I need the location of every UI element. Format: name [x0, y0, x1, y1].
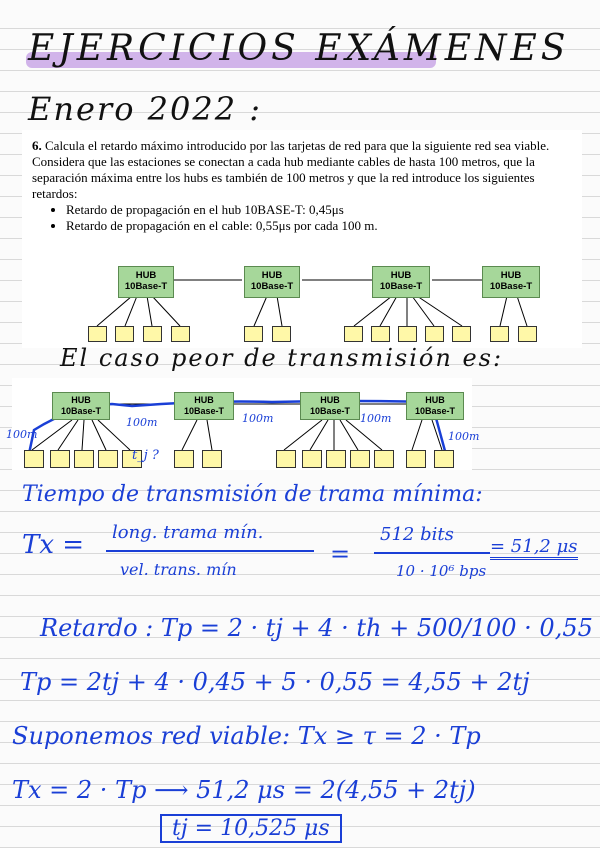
tx-result: = 51,2 μs — [490, 536, 578, 560]
station — [50, 450, 70, 468]
station — [518, 326, 537, 342]
station — [406, 450, 426, 468]
tx-denominator-value: 10 · 10⁶ bps — [396, 562, 487, 580]
annot-100m: 100m — [242, 412, 274, 425]
station — [326, 450, 346, 468]
hub-1: HUB 10Base-T — [118, 266, 174, 298]
station — [452, 326, 471, 342]
problem-text: Calcula el retardo máximo introducido por las tarjetas de red para que la siguiente red sea viable. Considera que las estaciones se conectan a cada hub mediante cables de hasta 100 metros, que la separación máxima entre los hubs es también de 100 metros y que la red introduce los siguientes retardos: — [32, 138, 550, 201]
station — [171, 326, 190, 342]
page-title: EJERCICIOS EXÁMENES — [28, 28, 570, 69]
station-links — [97, 296, 527, 326]
tx-numerator: long. trama mín. — [112, 522, 264, 543]
hub-4: HUB 10Base-T — [482, 266, 540, 298]
station — [74, 450, 94, 468]
station — [88, 326, 107, 342]
delay-hub: • Retardo de propagación en el hub 10BASE-T: 0,45μs — [66, 202, 577, 218]
exam-date: Enero 2022 : — [28, 90, 263, 128]
min-frame-title: Tiempo de transmisión de trama mínima: — [22, 482, 483, 507]
station — [276, 450, 296, 468]
station — [398, 326, 417, 342]
hub-2: HUB 10Base-T — [244, 266, 300, 298]
station — [371, 326, 390, 342]
annot-100m: 100m — [360, 412, 392, 425]
station — [425, 326, 444, 342]
retardo-equation: Retardo : Tp = 2 · tj + 4 · th + 500/100 · 0,55 — [40, 614, 593, 642]
tx-lhs: Tx = — [22, 530, 85, 560]
station — [302, 450, 322, 468]
viable-condition: Suponemos red viable: Tx ≥ τ = 2 · Tp — [12, 722, 481, 750]
station — [350, 450, 370, 468]
equals-sign: = — [330, 540, 351, 568]
station — [115, 326, 134, 342]
hub-3: HUB 10Base-T — [300, 392, 360, 420]
tp-equation: Tp = 2tj + 4 · 0,45 + 5 · 0,55 = 4,55 + 2tj — [20, 668, 530, 696]
problem-number: 6. — [32, 138, 42, 153]
station — [374, 450, 394, 468]
fraction-bar — [374, 552, 490, 554]
station — [143, 326, 162, 342]
hub-4: HUB 10Base-T — [406, 392, 464, 420]
network-diagram — [22, 130, 582, 348]
worst-case-label: El caso peor de transmisión es: — [60, 344, 504, 372]
delay-cable: • Retardo de propagación en el cable: 0,55μs por cada 100 m. — [66, 218, 577, 234]
problem-card — [22, 130, 582, 348]
tx-denominator: vel. trans. mín — [120, 560, 237, 579]
station — [244, 326, 263, 342]
station — [434, 450, 454, 468]
station — [272, 326, 291, 342]
annot-100m: 100m — [448, 430, 480, 443]
annot-100m: 100m — [6, 428, 38, 441]
station — [24, 450, 44, 468]
hub-1: HUB 10Base-T — [52, 392, 110, 420]
annot-tj: t_j ? — [132, 448, 159, 463]
fraction-bar — [106, 550, 314, 552]
station — [174, 450, 194, 468]
station — [344, 326, 363, 342]
station — [98, 450, 118, 468]
station — [490, 326, 509, 342]
tx-equation: Tx = 2 · Tp ⟶ 51,2 μs = 2(4,55 + 2tj) — [12, 776, 476, 804]
final-result: tj = 10,525 μs — [160, 814, 342, 843]
hub-2: HUB 10Base-T — [174, 392, 234, 420]
hub-3: HUB 10Base-T — [372, 266, 430, 298]
tx-numerator-value: 512 bits — [380, 524, 454, 545]
annot-100m: 100m — [126, 416, 158, 429]
station — [202, 450, 222, 468]
